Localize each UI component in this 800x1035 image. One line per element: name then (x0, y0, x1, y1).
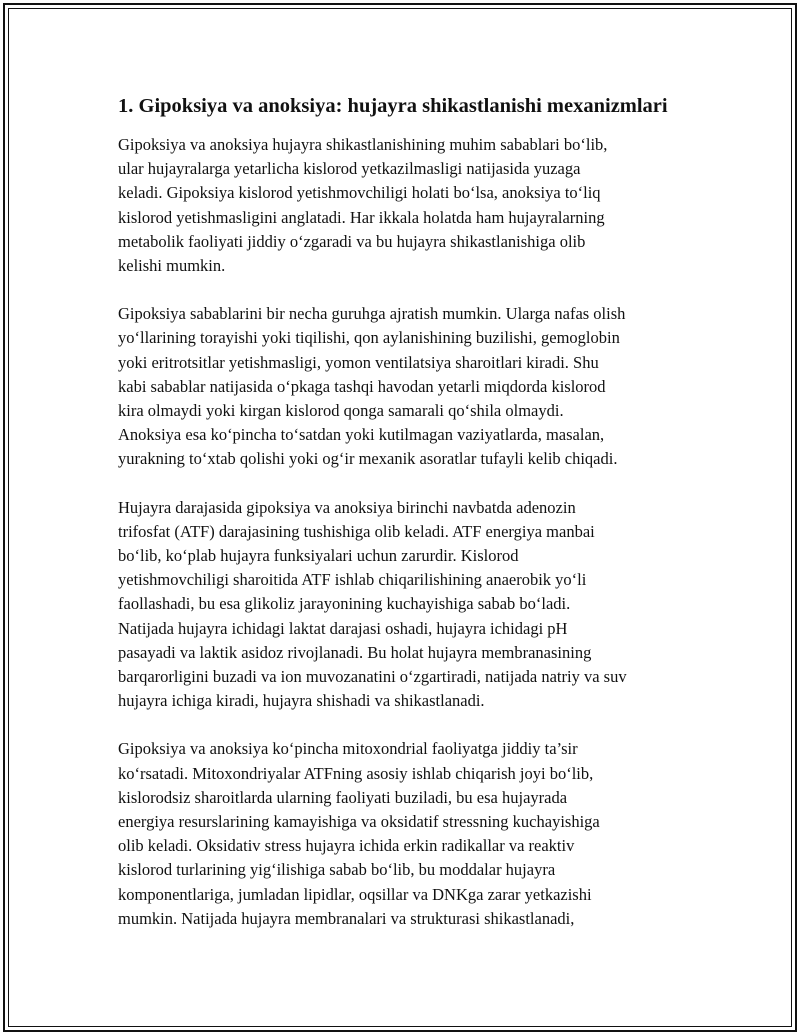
paragraph-line: yetishmovchiligi sharoitida ATF ishlab chiqarilishining anaerobik yo‘li (118, 570, 587, 590)
paragraph-line: Gipoksiya va anoksiya ko‘pincha mitoxondrial faoliyatga jiddiy ta’sir (118, 739, 578, 759)
paragraph-line: kislorod turlarining yig‘ilishiga sabab bo‘lib, bu moddalar hujayra (118, 860, 556, 880)
paragraph-line: keladi. Gipoksiya kislorod yetishmovchiligi holati bo‘lsa, anoksiya to‘liq (118, 183, 601, 203)
paragraph-line: pasayadi va laktik asidoz rivojlanadi. Bu holat hujayra membranasining (118, 642, 592, 662)
paragraph-line: kira olmaydi yoki kirgan kislorod qonga samarali qo‘shila olmaydi. (118, 401, 564, 421)
paragraph-line: Anoksiya esa ko‘pincha to‘satdan yoki kutilmagan vaziyatlarda, masalan, (118, 425, 605, 445)
paragraph-line: yo‘llarining torayishi yoki tiqilishi, qon aylanishining buzilishi, gemoglobin (118, 328, 620, 348)
paragraph-line: ular hujayralarga yetarlicha kislorod yetkazilmasligi natijasida yuzaga (118, 159, 581, 179)
paragraph-list (118, 133, 690, 931)
paragraph-line: Gipoksiya va anoksiya hujayra shikastlanishining muhim sabablari bo‘lib, (118, 135, 608, 154)
body-paragraph (118, 302, 690, 471)
paragraph-line: metabolik faoliyati jiddiy o‘zgaradi va bu hujayra shikastlanishiga olib (118, 231, 586, 251)
paragraph-line: komponentlariga, jumladan lipidlar, oqsillar va DNKga zarar yetkazishi (118, 884, 592, 904)
paragraph-line: energiya resurslarining kamayishiga va oksidatif stressning kuchayishiga (118, 812, 600, 832)
paragraph-line: mumkin. Natijada hujayra membranalari va strukturasi shikastlanadi, (118, 908, 575, 928)
paragraph-line: kabi sabablar natijasida o‘pkaga tashqi havodan yetarli miqdorda kislorod (118, 376, 606, 396)
paragraph-line: yoki eritrotsitlar yetishmasligi, yomon ventilatsiya sharoitlari kiradi. Shu (118, 352, 599, 372)
paragraph-line: ko‘rsatadi. Mitoxondriyalar ATFning asosiy ishlab chiqarish joyi bo‘lib, (118, 763, 594, 783)
paragraph-line: faollashadi, bu esa glikoliz jarayonining kuchayishiga sabab bo‘ladi. (118, 594, 571, 614)
paragraph-line: Gipoksiya sabablarini bir necha guruhga ajratish mumkin. Ularga nafas olish (118, 304, 626, 324)
section-heading: 1. Gipoksiya va anoksiya: hujayra shikastlanishi mexanizmlari (118, 95, 668, 117)
paragraph-line: bo‘lib, ko‘plab hujayra funksiyalari uchun zarurdir. Kislorod (118, 546, 519, 566)
paragraph-line: Natijada hujayra ichidagi laktat darajasi oshadi, hujayra ichidagi pH (118, 618, 568, 638)
paragraph-line: Hujayra darajasida gipoksiya va anoksiya birinchi navbatda adenozin (118, 497, 576, 517)
paragraph-line: olib keladi. Oksidativ stress hujayra ichida erkin radikallar va reaktiv (118, 836, 575, 856)
body-paragraph (118, 496, 690, 714)
paragraph-line: yurakning to‘xtab qolishi yoki og‘ir mexanik asoratlar tufayli kelib chiqadi. (118, 449, 618, 469)
paragraph-line: barqarorligini buzadi va ion muvozanatini o‘zgartiradi, natijada natriy va suv (118, 667, 627, 687)
body-paragraph (118, 133, 690, 278)
paragraph-line: kislorod yetishmasligini anglatadi. Har ikkala holatda ham hujayralarning (118, 207, 605, 227)
paragraph-line: kislorodsiz sharoitlarda ularning faoliyati buziladi, bu esa hujayrada (118, 787, 568, 807)
document-body (118, 93, 690, 955)
body-paragraph (118, 737, 690, 931)
paragraph-line: hujayra ichiga kiradi, hujayra shishadi va shikastlanadi. (118, 691, 485, 711)
paragraph-line: trifosfat (ATF) darajasining tushishiga olib keladi. ATF energiya manbai (118, 521, 595, 541)
paragraph-line: kelishi mumkin. (118, 256, 226, 276)
